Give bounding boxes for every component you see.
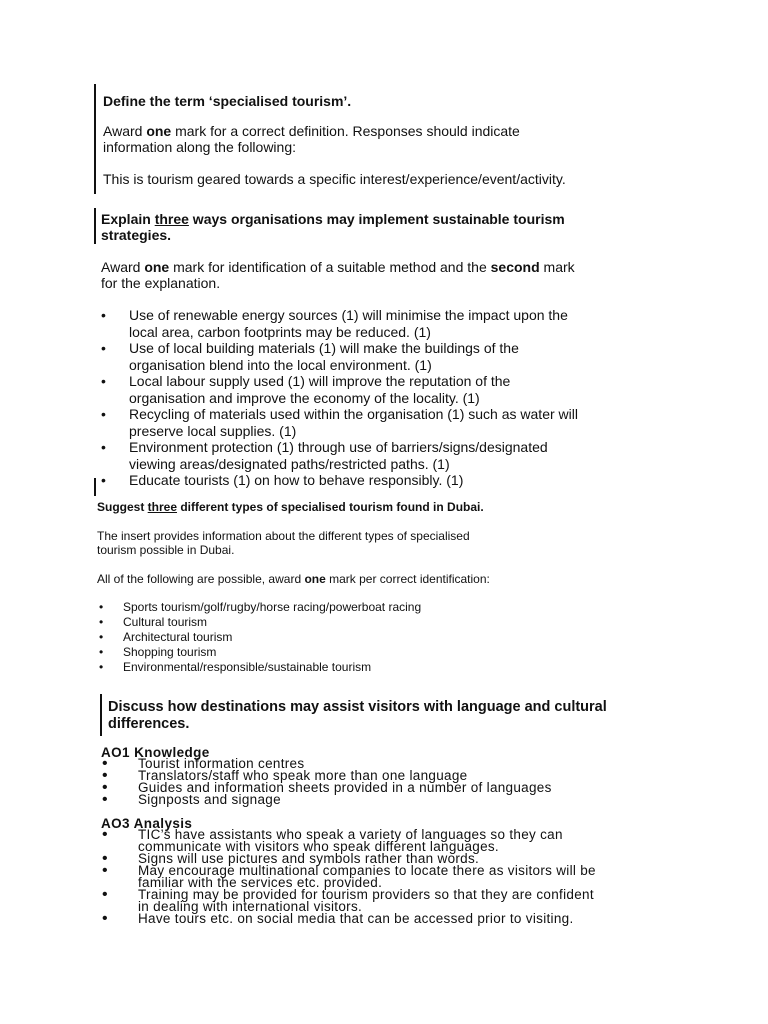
- q2-bullet-list: [101, 307, 578, 489]
- list-item: • May encourage multinational companies to locate there as visitors will be familiar with the services etc. provided.: [101, 865, 596, 889]
- margin-rule-q2: [94, 208, 96, 244]
- list-item: • TIC’s have assistants who speak a variety of languages so they can communicate with visitors who speak different languages.: [101, 829, 596, 853]
- list-item: • Training may be provided for tourism providers so that they are confident in dealing with international visitors.: [101, 889, 596, 913]
- margin-rule-q1: [94, 84, 96, 194]
- q1-title: Define the term ‘specialised tourism’.: [103, 93, 352, 109]
- ao1-heading: AO1 Knowledge: [101, 745, 210, 760]
- q3-bullet-list: [99, 600, 421, 675]
- ao3-bullet-list: [101, 829, 596, 925]
- q3-title: Suggest three different types of specialised tourism found in Dubai.: [97, 500, 484, 514]
- list-item: • Translators/staff who speak more than one language: [101, 770, 552, 782]
- q3-insert-line1: The insert provides information about the different types of specialised: [97, 529, 470, 543]
- ao1-bullet-list: [101, 758, 552, 806]
- list-item: • Shopping tourism: [99, 645, 421, 660]
- list-item: • Architectural tourism: [99, 630, 421, 645]
- list-item: • Local labour supply used (1) will improve the reputation of the organisation and improve the economy of the locality. (1): [101, 373, 578, 406]
- list-item: • Signposts and signage: [101, 794, 552, 806]
- q3-award: All of the following are possible, award one mark per correct identification:: [97, 572, 490, 586]
- list-item: • Use of local building materials (1) will make the buildings of the organisation blend into the local environment. (1): [101, 340, 578, 373]
- q3-insert-line2: tourism possible in Dubai.: [97, 543, 235, 557]
- q2-title-line2: strategies.: [101, 227, 172, 243]
- list-item: • Educate tourists (1) on how to behave responsibly. (1): [101, 472, 578, 489]
- margin-rule-q3: [94, 478, 96, 496]
- list-item: • Environmental/responsible/sustainable tourism: [99, 660, 421, 675]
- margin-rule-q4: [100, 694, 102, 736]
- list-item: • Sports tourism/golf/rugby/horse racing/powerboat racing: [99, 600, 421, 615]
- q1-award-line1: Award one mark for a correct definition. Responses should indicate: [103, 123, 520, 139]
- list-item: • Have tours etc. on social media that can be accessed prior to visiting.: [101, 913, 596, 925]
- q1-answer: This is tourism geared towards a specific interest/experience/event/activity.: [103, 171, 566, 187]
- list-item: • Cultural tourism: [99, 615, 421, 630]
- list-item: • Environment protection (1) through use of barriers/signs/designated viewing areas/designated paths/restricted paths. (1): [101, 439, 578, 472]
- list-item: • Tourist information centres: [101, 758, 552, 770]
- q2-title-line1: Explain three ways organisations may implement sustainable tourism: [101, 211, 565, 227]
- q2-award-line1: Award one mark for identification of a suitable method and the second mark: [101, 259, 575, 275]
- q4-title-line2: differences.: [108, 716, 190, 732]
- ao3-heading: AO3 Analysis: [101, 816, 193, 831]
- list-item: • Recycling of materials used within the organisation (1) such as water will preserve local supplies. (1): [101, 406, 578, 439]
- list-item: • Signs will use pictures and symbols rather than words.: [101, 853, 596, 865]
- q1-award-line2: information along the following:: [103, 139, 297, 155]
- list-item: • Use of renewable energy sources (1) will minimise the impact upon the local area, carbon footprints may be reduced. (1): [101, 307, 578, 340]
- q4-title-line1: Discuss how destinations may assist visitors with language and cultural: [108, 699, 607, 715]
- q2-award-line2: for the explanation.: [101, 275, 221, 291]
- list-item: • Guides and information sheets provided in a number of languages: [101, 782, 552, 794]
